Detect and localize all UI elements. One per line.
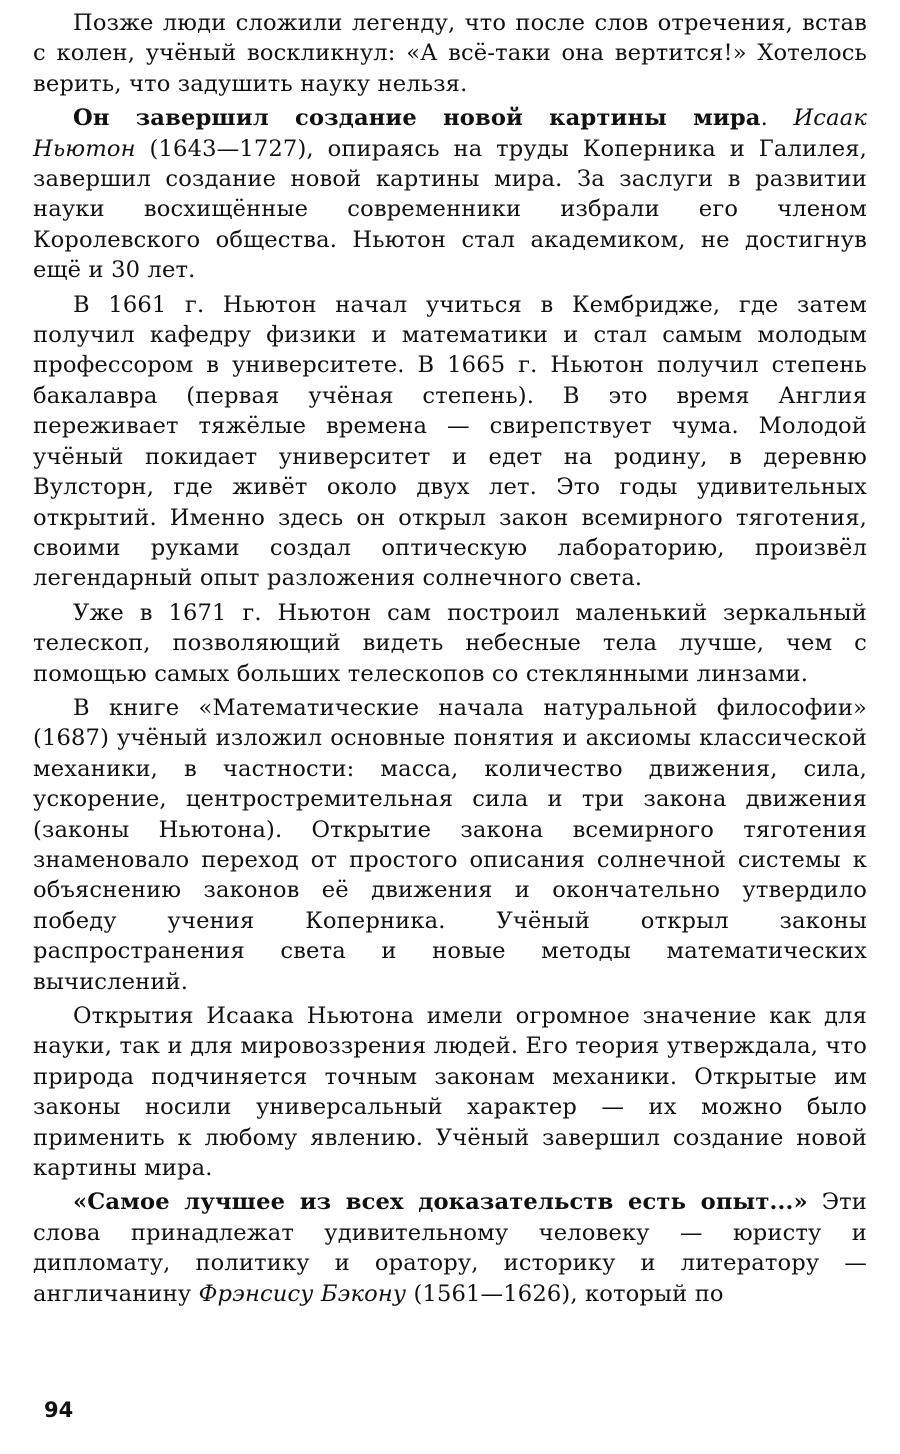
paragraph-principia <box>33 693 867 997</box>
section-lead-heading: Он завершил создание новой картины мира <box>73 105 761 132</box>
paragraph-cambridge <box>33 290 867 594</box>
paragraph-significance <box>33 1001 867 1183</box>
paragraph-text: . <box>760 105 794 132</box>
paragraph-telescope <box>33 598 867 689</box>
paragraph-text: В книге «Математические начала натуральной философии» (1687) учёный изложил основные понятия и аксиомы классической механики, в частности: масса, количество движения, сила, ускорение, центростремительная сила и три закона движения (законы Ньютона). Открытие закона всемирного тяготения знаменовало переход от простого описания солнечной системы к объяснению законов её движения и окончательно утвердило победу учения Коперника. Учёный открыл законы распространения света и новые методы математических вычислений. <box>33 694 867 995</box>
paragraph-newton-intro <box>33 103 867 285</box>
paragraph-text: Уже в 1671 г. Ньютон сам построил маленький зеркальный телескоп, позволяющий видеть небесные тела лучше, чем с помощью самых больших телескопов со стеклянными линзами. <box>33 599 867 687</box>
paragraph-text: Открытия Исаака Ньютона имели огромное значение как для науки, так и для мировоззрения людей. Его теория утверждала, что природа подчиняется точным законам механики. Открытые им законы носили универсальный характер — их можно было применить к любому явлению. Учёный завершил создание новой картины мира. <box>33 1003 867 1182</box>
section-lead-quote: «Самое лучшее из всех доказательств есть опыт...» <box>73 1189 808 1216</box>
person-name-bacon: Фрэнсису Бэкону <box>198 1280 407 1307</box>
paragraph-legend <box>33 8 867 99</box>
paragraph-text: (1561—1626), который по <box>406 1280 724 1307</box>
paragraph-text: В 1661 г. Ньютон начал учиться в Кембридже, где затем получил кафедру физики и математики и стал самым молодым профессором в университете. В 1665 г. Ньютон получил степень бакалавра (первая учёная степень). В это время Англия переживает тяжёлые времена — свирепствует чума. Молодой учёный покидает университет и едет на родину, в деревню Вулсторн, где живёт около двух лет. Это годы удивительных открытий. Именно здесь он открыл закон всемирного тяготения, своими руками создал оптическую лабораторию, произвёл легендарный опыт разложения солнечного света. <box>33 291 867 592</box>
page-body <box>33 8 867 1309</box>
page-number: 94 <box>44 1398 74 1422</box>
person-name-newton: Исаак Ньютон <box>33 105 867 162</box>
paragraph-text: (1643—1727), опираясь на труды Коперника и Галилея, завершил создание новой картины мира. За заслуги в развитии науки восхищённые современники избрали его членом Королевского общества. Ньютон стал академиком, не достигнув ещё и 30 лет. <box>33 135 867 284</box>
paragraph-text: Эти слова принадлежат удивительному человеку — юристу и дипломату, политику и оратору, историку и литератору — англичанину <box>33 1189 867 1307</box>
paragraph-text: Позже люди сложили легенду, что после слов отречения, встав с колен, учёный воскликнул: «А всё-таки она вертится!» Хотелось верить, что задушить науку нельзя. <box>33 10 867 97</box>
paragraph-bacon <box>33 1187 867 1309</box>
